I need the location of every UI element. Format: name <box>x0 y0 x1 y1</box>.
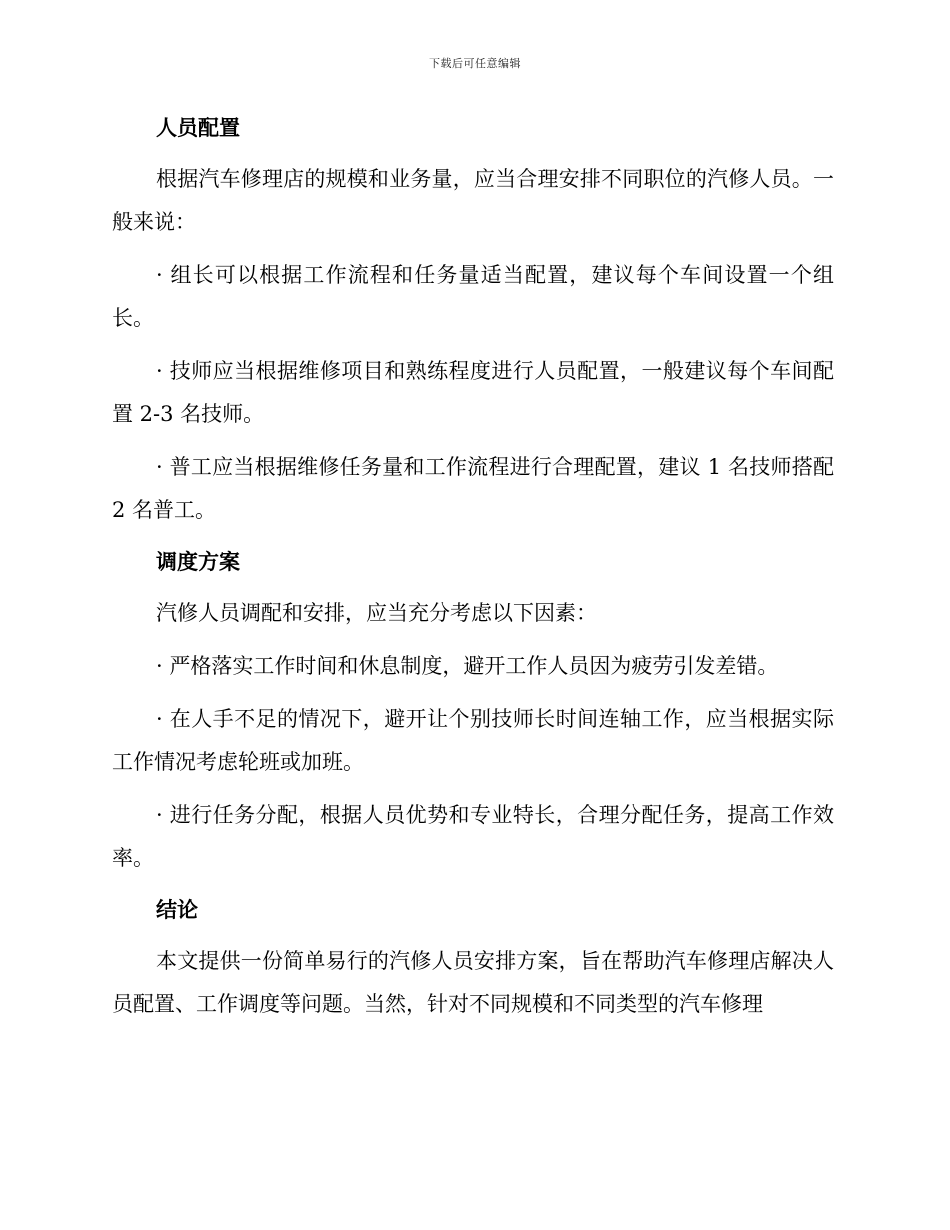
section-heading: 结论 <box>156 898 198 922</box>
section-conclusion <box>112 890 834 1026</box>
section-heading: 人员配置 <box>156 116 240 140</box>
bullet-paragraph: · 进行任务分配，根据人员优势和专业特长，合理分配任务，提高工作效率。 <box>112 803 834 870</box>
paragraph: 本文提供一份简单易行的汽修人员安排方案，旨在帮助汽车修理店解决人员配置、工作调度等问题。当然，针对不同规模和不同类型的汽车修理 <box>112 949 834 1016</box>
bullet-paragraph: · 严格落实工作时间和休息制度，避开工作人员因为疲劳引发差错。 <box>156 654 779 678</box>
paragraph: 根据汽车修理店的规模和业务量，应当合理安排不同职位的汽修人员。一般来说： <box>112 167 834 234</box>
header-note: 下载后可任意编辑 <box>429 57 521 70</box>
section-staffing <box>112 108 834 532</box>
section-heading: 调度方案 <box>156 550 240 574</box>
document-body <box>112 108 834 1036</box>
paragraph: 汽修人员调配和安排，应当充分考虑以下因素： <box>156 601 597 625</box>
bullet-paragraph: · 普工应当根据维修任务量和工作流程进行合理配置，建议 1 名技师搭配 2 名普工。 <box>112 455 834 522</box>
bullet-paragraph: · 在人手不足的情况下，避开让个别技师长时间连轴工作，应当根据实际工作情况考虑轮班或加班。 <box>112 707 834 774</box>
section-scheduling <box>112 542 834 880</box>
bullet-paragraph: · 组长可以根据工作流程和任务量适当配置，建议每个车间设置一个组长。 <box>112 263 834 330</box>
bullet-paragraph: · 技师应当根据维修项目和熟练程度进行人员配置，一般建议每个车间配置 2-3 名技师。 <box>112 359 834 426</box>
